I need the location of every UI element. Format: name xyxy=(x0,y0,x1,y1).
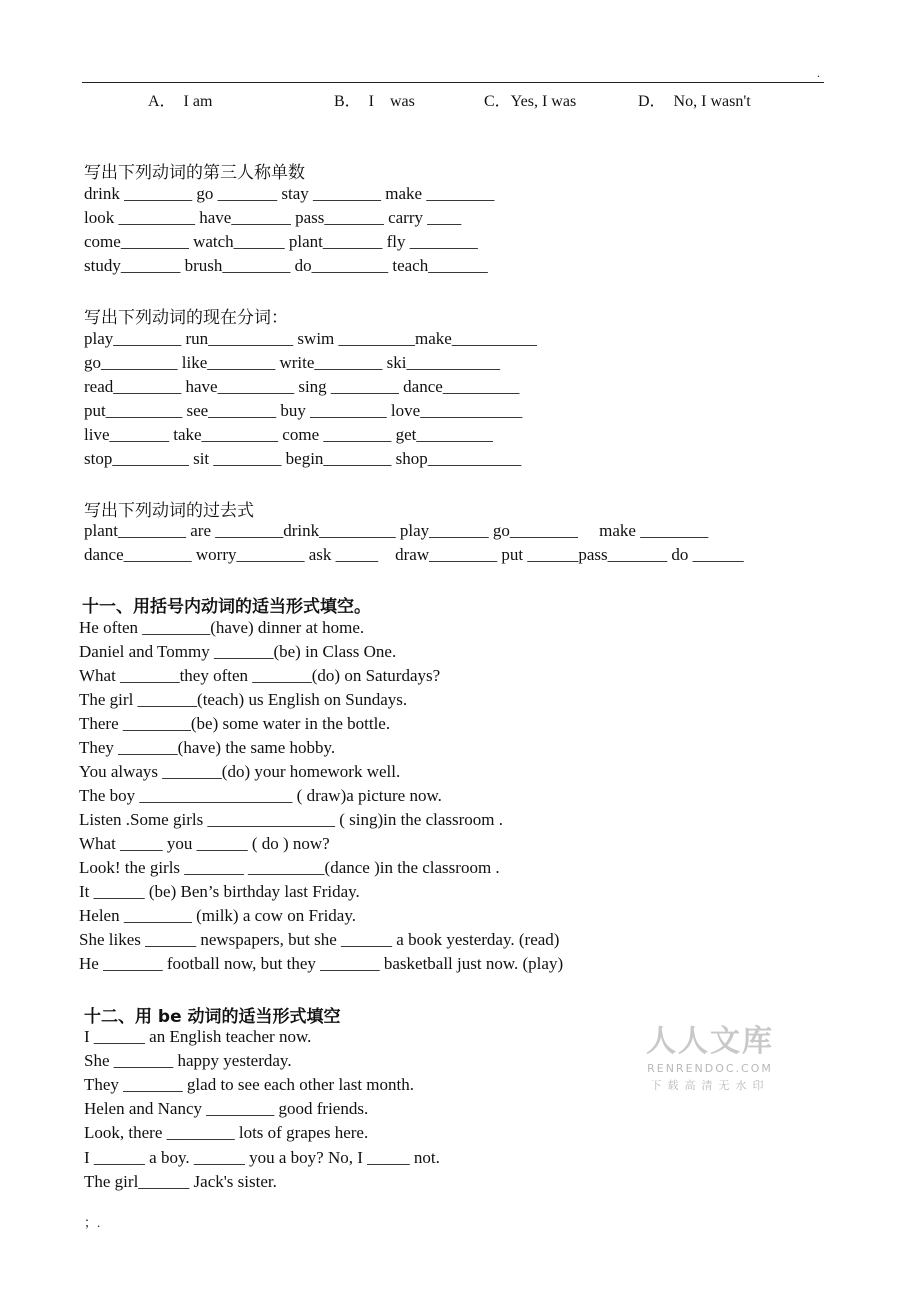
option-c: C．Yes, I was xyxy=(484,93,577,110)
section-5-line: Helen and Nancy ________ good friends. xyxy=(84,1099,369,1118)
section-2-line: stop_________ sit ________ begin________ shop___________ xyxy=(84,449,522,468)
section-2-line: put_________ see________ buy _________ love____________ xyxy=(84,401,523,420)
section-4-line: What _______they often _______(do) on Saturdays? xyxy=(79,666,441,685)
section-1-line: study_______ brush________ do_________ teach_______ xyxy=(84,256,488,275)
section-4-line: He often ________(have) dinner at home. xyxy=(79,618,365,637)
section-5-line: They _______ glad to see each other last month. xyxy=(84,1075,414,1094)
section-4-line: The boy __________________ ( draw)a picture now. xyxy=(79,786,442,805)
section-2-line: play________ run__________ swim _________make__________ xyxy=(84,329,537,348)
section-4-line: Daniel and Tommy _______(be) in Class One. xyxy=(79,642,397,661)
option-a: A． I am xyxy=(148,93,213,110)
section-1-line: come________ watch______ plant_______ fly ________ xyxy=(84,232,478,251)
section-2-line: read________ have_________ sing ________ dance_________ xyxy=(84,377,520,396)
section-5-heading: 十二、用 be 动词的适当形式填空 xyxy=(84,1007,341,1027)
section-3-line: plant________ are ________drink_________ play_______ go________ make ________ xyxy=(84,521,709,540)
section-4-line: The girl _______(teach) us English on Sundays. xyxy=(79,690,408,709)
section-1-heading: 写出下列动词的第三人称单数 xyxy=(84,163,305,183)
header-rule xyxy=(82,82,824,83)
section-4-heading: 十一、用括号内动词的适当形式填空。 xyxy=(82,597,371,617)
section-4-line: He _______ football now, but they _______ basketball just now. (play) xyxy=(79,954,564,973)
watermark-logo xyxy=(646,1016,774,1093)
option-b: B． I was xyxy=(334,93,415,110)
section-4-line: There ________(be) some water in the bottle. xyxy=(79,714,391,733)
section-4-line: Listen .Some girls _______________ ( sing)in the classroom . xyxy=(79,810,504,829)
page-footer-mark: ；. xyxy=(84,1215,101,1230)
section-3-heading: 写出下列动词的过去式 xyxy=(84,501,254,521)
section-4-line: They _______(have) the same hobby. xyxy=(79,738,336,757)
section-4-line: Look! the girls _______ _________(dance )in the classroom . xyxy=(79,858,500,877)
section-4-line: Helen ________ (milk) a cow on Friday. xyxy=(79,906,356,925)
section-5-line: The girl______ Jack's sister. xyxy=(84,1172,277,1191)
section-4-line: She likes ______ newspapers, but she ______ a book yesterday. (read) xyxy=(79,930,560,949)
watermark-title: 人人文库 xyxy=(646,1024,774,1059)
section-2-line: live_______ take_________ come ________ get_________ xyxy=(84,425,493,444)
watermark-site: RENRENDOC.COM xyxy=(647,1062,773,1075)
section-4-line: You always _______(do) your homework well. xyxy=(79,762,401,781)
option-d: D． No, I wasn't xyxy=(638,93,751,110)
corner-mark: . xyxy=(817,66,820,80)
section-1-line: drink ________ go _______ stay ________ make ________ xyxy=(84,184,495,203)
section-2-heading: 写出下列动词的现在分词： xyxy=(84,308,288,328)
section-4-line: What _____ you ______ ( do ) now? xyxy=(79,834,330,853)
section-2-line: go_________ like________ write________ ski___________ xyxy=(84,353,501,372)
section-5-line: I ______ an English teacher now. xyxy=(84,1027,312,1046)
section-3-line: dance________ worry________ ask _____ draw________ put ______pass_______ do ______ xyxy=(84,545,744,564)
section-4-line: It ______ (be) Ben’s birthday last Friday. xyxy=(79,882,360,901)
watermark-slogan: 下载高清无水印 xyxy=(650,1079,770,1092)
section-5-line: She _______ happy yesterday. xyxy=(84,1051,292,1070)
section-5-line: Look, there ________ lots of grapes here. xyxy=(84,1123,369,1142)
section-1-line: look _________ have_______ pass_______ carry ____ xyxy=(84,208,462,227)
section-5-line: I ______ a boy. ______ you a boy? No, I _____ not. xyxy=(84,1148,440,1167)
